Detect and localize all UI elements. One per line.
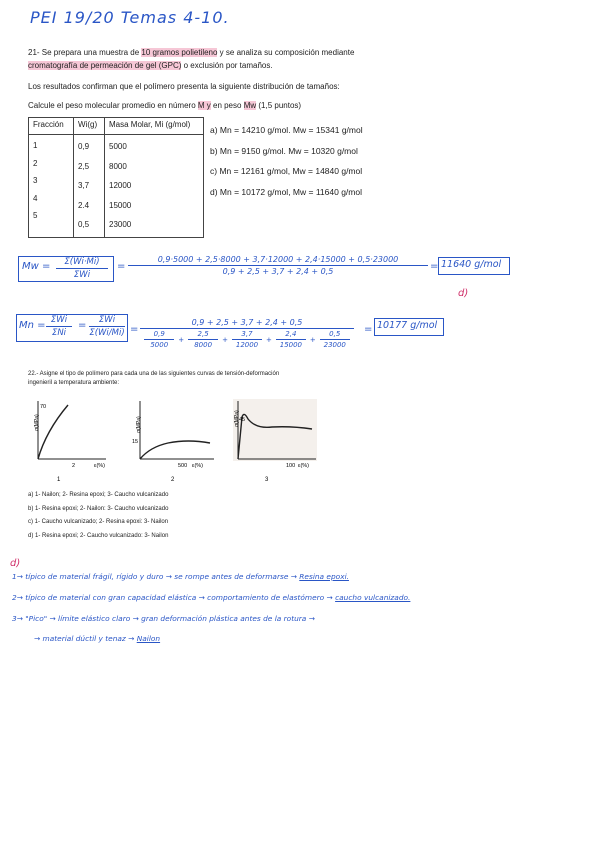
q21-line1-b: y se analiza su composición mediante bbox=[217, 48, 355, 57]
mn-term-num: 0,9 bbox=[153, 330, 165, 338]
explanation-line-2-text: 2→ típico de material con gran capacidad elástica → comportamiento de elastómero → bbox=[12, 593, 333, 602]
mn-term-bar bbox=[188, 339, 218, 340]
q21-line1 bbox=[28, 48, 354, 57]
mn-frac2-den: Σ(Wi/Mi) bbox=[89, 328, 125, 338]
q21-line1-a: 21- Se prepara una muestra de bbox=[28, 48, 142, 57]
wi-cell: 3,7 bbox=[78, 181, 90, 190]
q21-line4-highlight-mn: M y bbox=[197, 101, 211, 110]
q21-line4 bbox=[28, 101, 301, 110]
mn-big-frac bbox=[140, 318, 354, 349]
mn-frac2-num: ΣWi bbox=[98, 315, 116, 325]
chart1-curve bbox=[38, 405, 68, 459]
explanation-line-1-text: 1→ típico de material frágil, rígido y duro → se rompe antes de deformarse → bbox=[12, 572, 297, 581]
mw-frac1-num: Σ(Wi·Mi) bbox=[64, 257, 100, 267]
q21-option-b: b) Mn = 9150 g/mol. Mw = 10320 g/mol bbox=[210, 145, 358, 156]
mw-frac1-bar bbox=[56, 268, 108, 269]
mn-frac2-bar bbox=[89, 326, 125, 327]
mw-frac2 bbox=[128, 255, 428, 276]
chart2-xtick: 500 bbox=[178, 463, 188, 469]
mn-plus: + bbox=[178, 335, 185, 344]
q21-line2-highlight: cromatografía de permeación de gel (GPC) bbox=[28, 61, 182, 70]
q21-option-a: a) Mn = 14210 g/mol. Mw = 15341 g/mol bbox=[210, 125, 363, 135]
mw-frac2-bar bbox=[128, 265, 428, 266]
wi-cell: 0,5 bbox=[78, 220, 90, 229]
mn-frac1-num: ΣWi bbox=[50, 315, 68, 325]
mn-term-den: 5000 bbox=[150, 341, 169, 349]
mw-frac1 bbox=[56, 257, 108, 280]
stress-strain-figure bbox=[28, 395, 328, 485]
table-col-wi bbox=[74, 135, 105, 238]
mw-lhs: Mw = bbox=[22, 261, 51, 272]
chart3-xlabel: ε(%) bbox=[298, 463, 310, 469]
mn-frac1-bar bbox=[46, 326, 72, 327]
mi-cell: 15000 bbox=[109, 200, 132, 210]
table-col-mi bbox=[105, 135, 204, 238]
mn-term bbox=[188, 330, 218, 349]
mn-term-den: 12000 bbox=[235, 341, 259, 349]
q21-line3: Los resultados confirman que el polímero presenta la siguiente distribución de tamaños: bbox=[28, 82, 340, 91]
curve-chart-2 bbox=[132, 401, 214, 483]
table-header-fraccion: Fracción bbox=[29, 118, 74, 135]
mn-term-den: 8000 bbox=[194, 341, 213, 349]
curve-chart-1 bbox=[34, 401, 106, 483]
mi-cell: 5000 bbox=[109, 142, 127, 151]
mn-equals: = bbox=[78, 320, 87, 331]
q22-line1: 22.- Asigne el tipo de polímero para cada una de las siguientes curvas de tensión-deformación bbox=[28, 371, 280, 377]
mn-equals-2: = bbox=[130, 324, 139, 335]
mn-equals-3: = bbox=[364, 324, 373, 335]
mi-cell: 12000 bbox=[109, 181, 132, 190]
explanation-line-1 bbox=[12, 572, 349, 581]
q21-options bbox=[210, 120, 363, 202]
chart3-ylabel: σ(MPa) bbox=[234, 410, 240, 427]
chart3-caption: 3 bbox=[265, 477, 269, 483]
chart1-caption: 1 bbox=[57, 477, 61, 483]
q22-prompt bbox=[28, 370, 279, 388]
mn-frac1 bbox=[46, 315, 72, 338]
q21-line4-c: (1,5 puntos) bbox=[256, 101, 302, 110]
mn-plus: + bbox=[222, 335, 228, 344]
mn-denominator-terms bbox=[144, 330, 350, 349]
chart2-curve bbox=[140, 441, 210, 459]
chart3-xtick: 100 bbox=[286, 463, 296, 469]
chart2-ytick: 15 bbox=[132, 439, 139, 445]
mn-plus: + bbox=[309, 335, 316, 344]
mw-frac1-den: ΣWi bbox=[73, 270, 91, 280]
q21-line4-b: en peso bbox=[210, 101, 244, 110]
wi-cell: 2,5 bbox=[78, 161, 90, 171]
fraccion-cell: 5 bbox=[33, 211, 38, 220]
mn-term-den: 15000 bbox=[279, 341, 303, 349]
wi-cell: 0,9 bbox=[78, 142, 90, 151]
mw-frac2-num: 0,9·5000 + 2,5·8000 + 3,7·12000 + 2,4·15000 + 0,5·23000 bbox=[157, 255, 399, 264]
explanation-line-2-answer: caucho vulcanizado. bbox=[335, 593, 411, 602]
q21-line4-highlight-mw: Mw bbox=[243, 101, 257, 110]
wi-cell: 2.4 bbox=[78, 200, 90, 210]
mn-term bbox=[144, 330, 174, 349]
fraccion-cell: 3 bbox=[33, 176, 38, 185]
q22-options bbox=[28, 489, 168, 543]
mn-term bbox=[320, 330, 350, 349]
explanation-line-4-answer: Nailon bbox=[136, 634, 161, 643]
q22-option-b: b) 1- Resina epoxi; 2- Nailon: 3- Caucho vulcanizado bbox=[28, 505, 169, 512]
mn-term-bar bbox=[144, 339, 174, 340]
explanation-line-2 bbox=[12, 593, 410, 602]
mn-term-bar bbox=[232, 339, 262, 340]
mw-frac2-den: 0,9 + 2,5 + 3,7 + 2,4 + 0,5 bbox=[222, 267, 334, 276]
mn-big-bar bbox=[140, 328, 354, 329]
q21-line4-a: Calcule el peso molecular promedio en número bbox=[28, 101, 198, 110]
mn-term-num: 3,7 bbox=[241, 330, 253, 338]
mn-term bbox=[232, 330, 262, 349]
q21-option-c: c) Mn = 12161 g/mol, Mw = 14840 g/mol bbox=[210, 166, 363, 176]
q21-line1-highlight: 10 gramos polietileno bbox=[141, 48, 218, 57]
chart2-xlabel: ε(%) bbox=[192, 463, 204, 469]
mn-term-bar bbox=[320, 339, 350, 340]
mn-term-bar bbox=[276, 339, 306, 340]
mn-result: 10177 g/mol bbox=[377, 320, 438, 331]
table-header-mi: Masa Molar, Mi (g/mol) bbox=[105, 118, 204, 135]
mn-lhs: Mn = bbox=[19, 320, 46, 331]
mn-term-num: 2,5 bbox=[197, 330, 209, 338]
q21-line2 bbox=[28, 61, 273, 70]
table-header-wi: Wi(g) bbox=[74, 118, 105, 135]
explanation-line-3: 3→ "Pico" → límite elástico claro → gran deformación plástica antes de la rotura → bbox=[12, 614, 315, 623]
chart2-ylabel: σ(MPa) bbox=[136, 416, 142, 433]
mn-plus: + bbox=[266, 335, 272, 344]
mn-term-num: 2,4 bbox=[285, 330, 297, 338]
table-col-fraccion bbox=[29, 135, 74, 238]
mn-term-den: 23000 bbox=[323, 341, 346, 349]
curve-chart-3 bbox=[233, 399, 317, 483]
table-row bbox=[29, 135, 204, 238]
mn-frac2 bbox=[89, 315, 125, 338]
page-title: PEI 19/20 Temas 4-10. bbox=[30, 8, 230, 27]
q21-option-d: d) Mn = 10172 g/mol, Mw = 11640 g/mol bbox=[210, 186, 362, 197]
chart1-ytick: 70 bbox=[40, 404, 47, 410]
explanation-line-4 bbox=[34, 634, 160, 643]
q22-option-c: c) 1- Caucho vulcanizado; 2- Resina epoxi: 3- Nailon bbox=[28, 519, 169, 525]
table-header-row bbox=[29, 118, 204, 135]
chart3-bg bbox=[233, 399, 317, 461]
mw-answer-letter: d) bbox=[458, 288, 469, 299]
q22-option-a: a) 1- Nailon; 2- Resina epoxi; 3- Caucho vulcanizado bbox=[28, 492, 169, 498]
explanation-line-4-text: → material dúctil y tenaz → bbox=[34, 634, 135, 643]
chart1-xlabel: ε(%) bbox=[94, 463, 106, 469]
chart1-xtick: 2 bbox=[72, 463, 76, 469]
fraccion-cell: 1 bbox=[33, 141, 38, 150]
mw-result: 11640 g/mol bbox=[441, 259, 502, 270]
chart3-ytick: 45 bbox=[239, 417, 246, 423]
chart1-ylabel: σ(MPa) bbox=[34, 414, 40, 431]
mn-term bbox=[276, 330, 306, 349]
mn-big-num: 0,9 + 2,5 + 3,7 + 2,4 + 0,5 bbox=[191, 318, 303, 327]
fraccion-cell: 2 bbox=[33, 158, 38, 168]
distribution-table bbox=[28, 117, 204, 238]
mi-cell: 8000 bbox=[109, 161, 127, 171]
q22-option-d: d) 1- Resina epoxi; 2- Caucho vulcanizado: 3- Nailon bbox=[28, 532, 169, 539]
fraccion-cell: 4 bbox=[33, 193, 38, 203]
mn-term-num: 0,5 bbox=[329, 330, 341, 338]
explanation-line-1-answer: Resina epoxi. bbox=[299, 572, 349, 581]
mi-cell: 23000 bbox=[109, 220, 132, 229]
mw-equals: = bbox=[117, 261, 126, 272]
q22-line2: ingenieril a temperatura ambiente: bbox=[28, 380, 120, 386]
mn-frac1-den: ΣNi bbox=[51, 328, 67, 338]
chart2-caption: 2 bbox=[171, 477, 175, 483]
mw-equals-2: = bbox=[430, 261, 439, 272]
q22-answer-letter: d) bbox=[10, 558, 21, 569]
q21-line2-b: o exclusión por tamaños. bbox=[181, 61, 273, 70]
